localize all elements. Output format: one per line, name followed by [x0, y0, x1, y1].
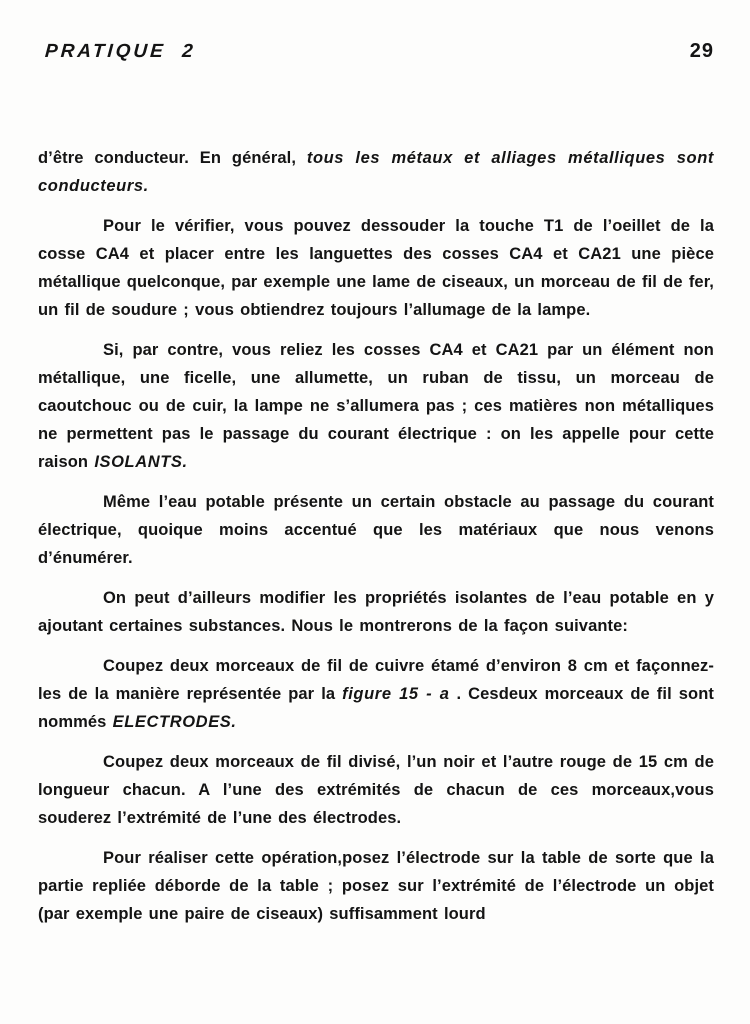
paragraph: [38, 584, 714, 640]
emphasized-text-run: tous les métaux et alliages métalliques sont conducteurs.: [38, 149, 714, 195]
text-run: Même l’eau potable présente un certain obstacle au passage du courant électrique, quoique moins accentué que les matériaux que nous venons d’énumérer.: [38, 493, 714, 567]
emphasized-text-run: ELECTRODES.: [112, 713, 237, 731]
emphasized-text-run: ISOLANTS.: [94, 453, 188, 471]
document-body: [38, 144, 714, 928]
text-run: Pour réaliser cette opération,posez l’électrode sur la table de sorte que la partie repliée déborde de la table ; posez sur l’extrémité de l’électrode un objet (par exemple une paire de ciseaux) suffisamment lourd: [38, 849, 714, 923]
text-run: Coupez deux morceaux de fil de cuivre étamé d’environ 8 cm et façonnez-les de la manière représentée par la: [38, 657, 714, 703]
paragraph: [38, 652, 714, 736]
paragraph: [38, 748, 714, 832]
paragraph: [38, 212, 714, 324]
text-run: Coupez deux morceaux de fil divisé, l’un noir et l’autre rouge de 15 cm de longueur chacun. A l’une des extrémités de chacun de ces morceaux,vous souderez l’extrémité de l’une des électrodes.: [38, 753, 714, 827]
text-run: On peut d’ailleurs modifier les propriétés isolantes de l’eau potable en y ajoutant certaines substances. Nous le montrerons de la façon suivante:: [38, 589, 714, 635]
paragraph: [38, 144, 714, 200]
page-header: [45, 40, 714, 63]
page-number: 29: [689, 40, 714, 62]
text-run: d’être conducteur. En général,: [38, 149, 307, 167]
paragraph: [38, 488, 714, 572]
text-run: . Cesdeux morceaux de fil sont nommés: [38, 685, 714, 731]
emphasized-text-run: figure 15 - a: [342, 685, 450, 703]
text-run: Pour le vérifier, vous pouvez dessouder la touche T1 de l’oeillet de la cosse CA4 et placer entre les languettes des cosses CA4 et CA21 une pièce métallique quelconque, par exemple une lame de ciseaux, un morceau de fil de fer, un fil de soudure ; vous obtiendrez toujours l’allumage de la lampe.: [38, 217, 714, 319]
page-title: PRATIQUE 2: [44, 41, 197, 62]
paragraph: [38, 336, 714, 476]
paragraph: [38, 844, 714, 928]
text-run: Si, par contre, vous reliez les cosses CA4 et CA21 par un élément non métallique, une ficelle, une allumette, un ruban de tissu, un morceau de caoutchouc ou de cuir, la lampe ne s’allumera pas ; ces matières non métalliques ne permettent pas le passage du courant électrique : on les appelle pour cette raison: [38, 341, 714, 471]
